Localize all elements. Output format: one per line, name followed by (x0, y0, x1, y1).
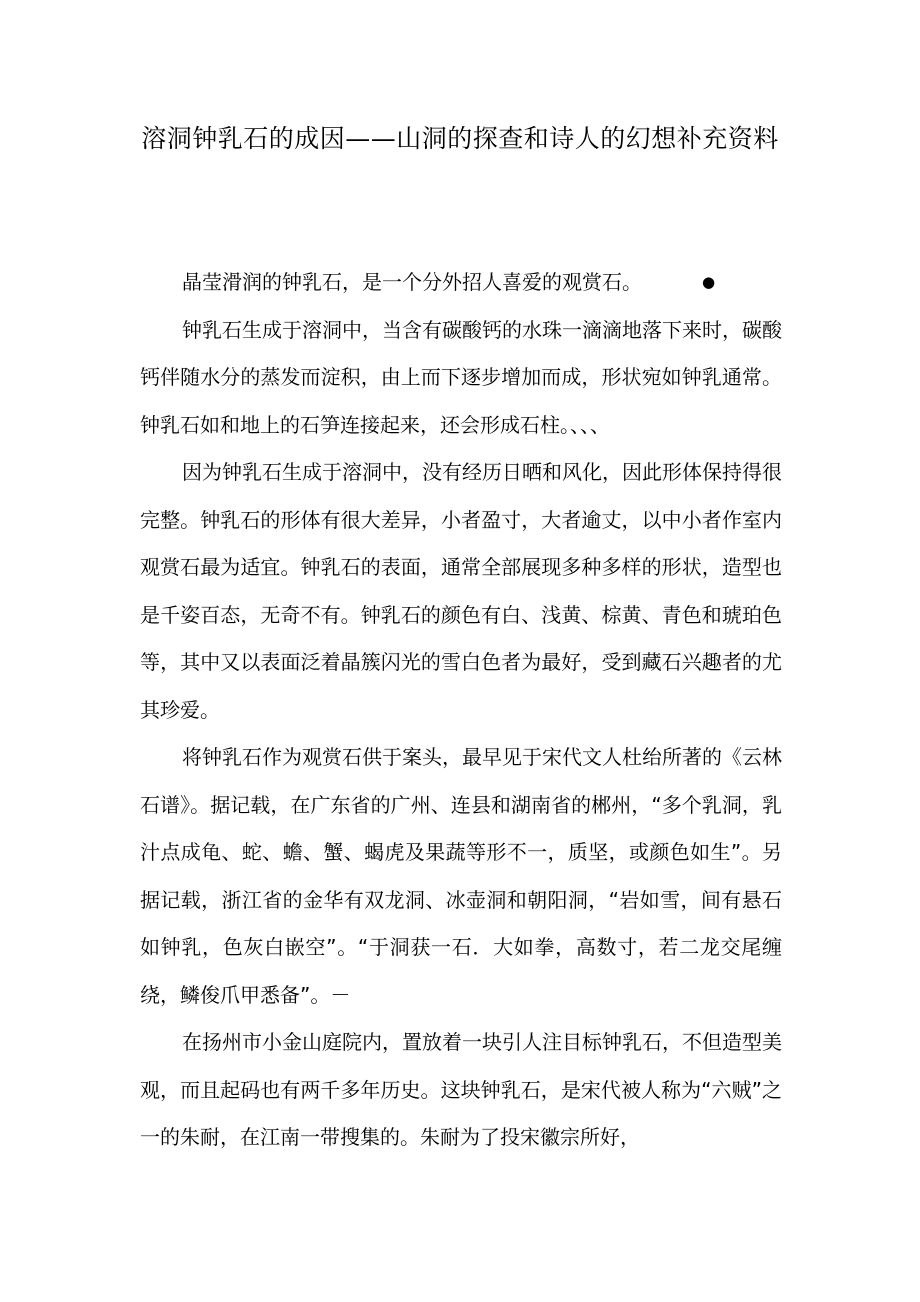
paragraph-intro-text: 晶莹滑润的钟乳石，是一个分外招人喜爱的观赏石。 (182, 270, 642, 294)
bullet-dot-icon: ● (702, 273, 716, 291)
paragraph-yangzhou: 在扬州市小金山庭院内，置放着一块引人注目标钟乳石，不但造型美观，而且起码也有两千多年历史。这块钟乳石，是宋代被人称为“六贼”之一的朱耐，在江南一带搜集的。朱耐为了投宋徽宗所好， (140, 1030, 782, 1149)
document-title: 溶洞钟乳石的成因——山洞的探查和诗人的幻想补充资料 (141, 124, 779, 153)
paragraph-history: 将钟乳石作为观赏石供于案头，最早见于宋代文人杜绐所著的《云林石谱》。据记载，在广东省的广州、连县和湖南省的郴州，“多个乳洞，乳汁点成龟、蛇、蟾、蟹、蝎虎及果蔬等形不一，质坚，或颜色如生”。另据记载，浙江省的金华有双龙洞、冰壶洞和朝阳洞，“岩如雪，间有悬石如钟乳，色灰白嵌空”。“于洞获一石．大如拳，高数寸，若二龙交尾缠绕，鳞俊爪甲悉备”。－ (140, 745, 782, 1007)
paragraph-shape-color: 因为钟乳石生成于溶洞中，没有经历日晒和风化，因此形体保持得很完整。钟乳石的形体有很大差异，小者盈寸，大者逾丈，以中小者作室内观赏石最为适宜。钟乳石的表面，通常全部展现多种多样的形状，造型也是千姿百态，无奇不有。钟乳石的颜色有白、浅黄、棕黄、青色和琥珀色等，其中又以表面泛着晶簇闪光的雪白色者为最好，受到藏石兴趣者的尤其珍爱。 (140, 460, 782, 722)
document-body (140, 259, 782, 1162)
paragraph-formation: 钟乳石生成于溶洞中，当含有碳酸钙的水珠一滴滴地落下来时，碳酸钙伴随水分的蒸发而淀积，由上而下逐步增加而成，形状宛如钟乳通常。钟乳石如和地上的石笋连接起来，还会形成石柱。、、、 (140, 317, 782, 437)
paragraph-intro (140, 259, 782, 307)
